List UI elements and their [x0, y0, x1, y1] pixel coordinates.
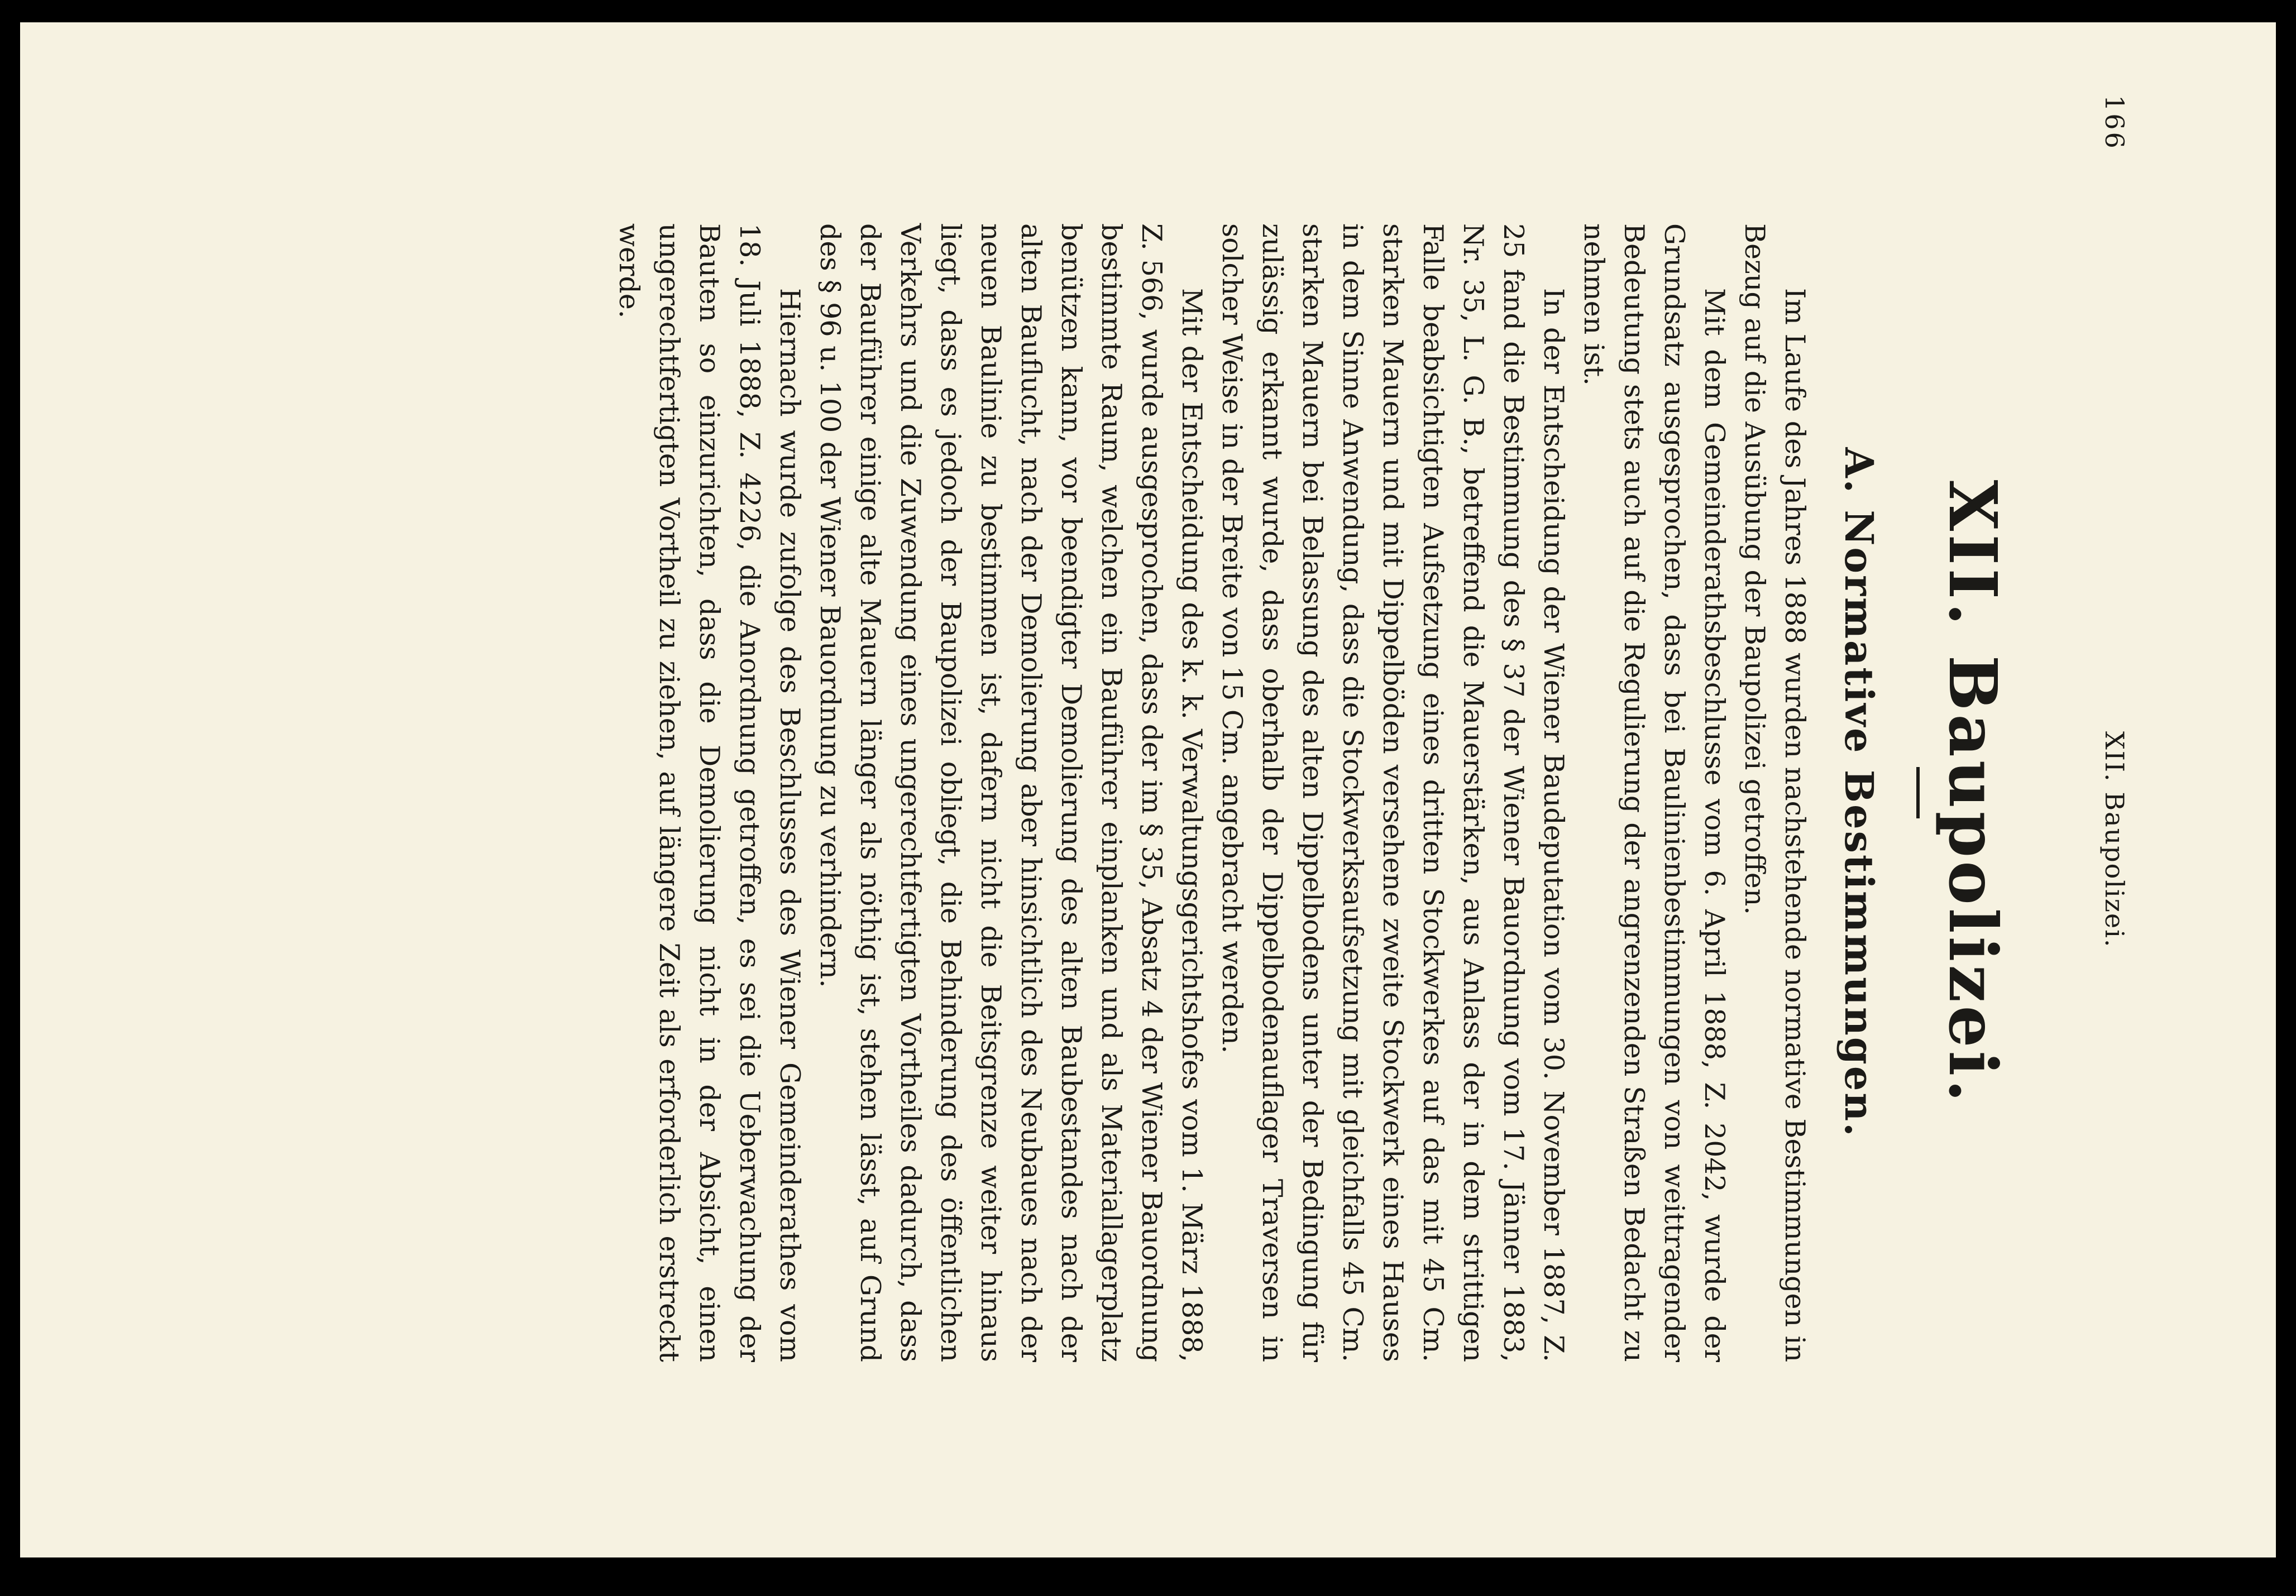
rotated-page-content	[20, 22, 2276, 1557]
title-divider	[1916, 767, 1920, 818]
paragraph: Mit der Entscheidung des k. k. Verwaltungsgerichtshofes vom 1. März 1888, Z. 566, wurde ausgesprochen, dass der im § 35, Absatz 4 der Wiener Bauordnung bestimmte Raum, welchen ein Bauführer einplanken und als Materiallagerplatz benützen kann, vor beendigter Demolierung des alten Baubestandes nach der alten Bauflucht, nach der Demolierung aber hinsichtlich des Neubaues nach der neuen Baulinie zu bestimmen ist, dafern nicht die Beitsgrenze weiter hinaus liegt, dass es jedoch der Baupolizei obliegt, die Behinderung des öffentlichen Verkehrs und die Zuwendung eines ungerechtfertigten Vortheiles dadurch, dass der Bauführer einige alte Mauern länger als nöthig ist, stehen lässt, auf Grund des § 96 u. 100 der Wiener Bauordnung zu verhindern.	[814, 223, 1208, 1362]
paragraph: In der Entscheidung der Wiener Baudeputation vom 30. November 1887, Z. 25 fand die Bestimmung des § 37 der Wiener Bauordnung vom 17. Jänner 1883, Nr. 35, L. G. B., betreffend die Mauerstärken, aus Anlass der in dem strittigen Falle beabsichtigten Aufsetzung eines dritten Stockwerkes auf das mit 45 Cm. starken Mauern und mit Dippelböden versehene zweite Stockwerk eines Hauses in dem Sinne Anwendung, dass die Stockwerksaufsetzung mit gleichfalls 45 Cm. starken Mauern bei Belassung des alten Dippelbodens unter der Bedingung für zulässig erkannt wurde, dass oberhalb der Dippelbodenauflager Traversen in solcher Weise in der Breite von 15 Cm. angebracht werden.	[1216, 223, 1570, 1362]
page-number: 166	[2099, 95, 2130, 151]
scanned-page	[20, 22, 2276, 1557]
running-head: XII. Baupolizei.	[2099, 731, 2130, 948]
chapter-title: XII. Baupolizei.	[1934, 480, 2012, 1106]
page-body	[609, 223, 2015, 1362]
paragraph: Mit dem Gemeinderathsbeschlusse vom 6. April 1888, Z. 2042, wurde der Grundsatz ausgesprochen, dass bei Baulinienbestimmungen von weittragender Bedeutung stets auch auf die Regulierung der angrenzenden Straßen Bedacht zu nehmen ist.	[1578, 223, 1730, 1362]
paragraph: Im Laufe des Jahres 1888 wurden nachstehende normative Bestimmungen in Bezug auf die Ausübung der Baupolizei getroffen.	[1739, 223, 1811, 1362]
paragraph: Hiernach wurde zufolge des Beschlusses des Wiener Gemeinderathes vom 18. Juli 1888, Z. 4226, die Anordnung getroffen, es sei die Ueberwachung der Bauten so einzurichten, dass die Demolierung nicht in der Absicht, einen ungerechtfertigten Vortheil zu ziehen, auf längere Zeit als erforderlich erstreckt werde.	[613, 223, 806, 1362]
section-heading: A. Normative Bestimmungen.	[1836, 447, 1882, 1138]
page-header	[2091, 95, 2135, 1502]
